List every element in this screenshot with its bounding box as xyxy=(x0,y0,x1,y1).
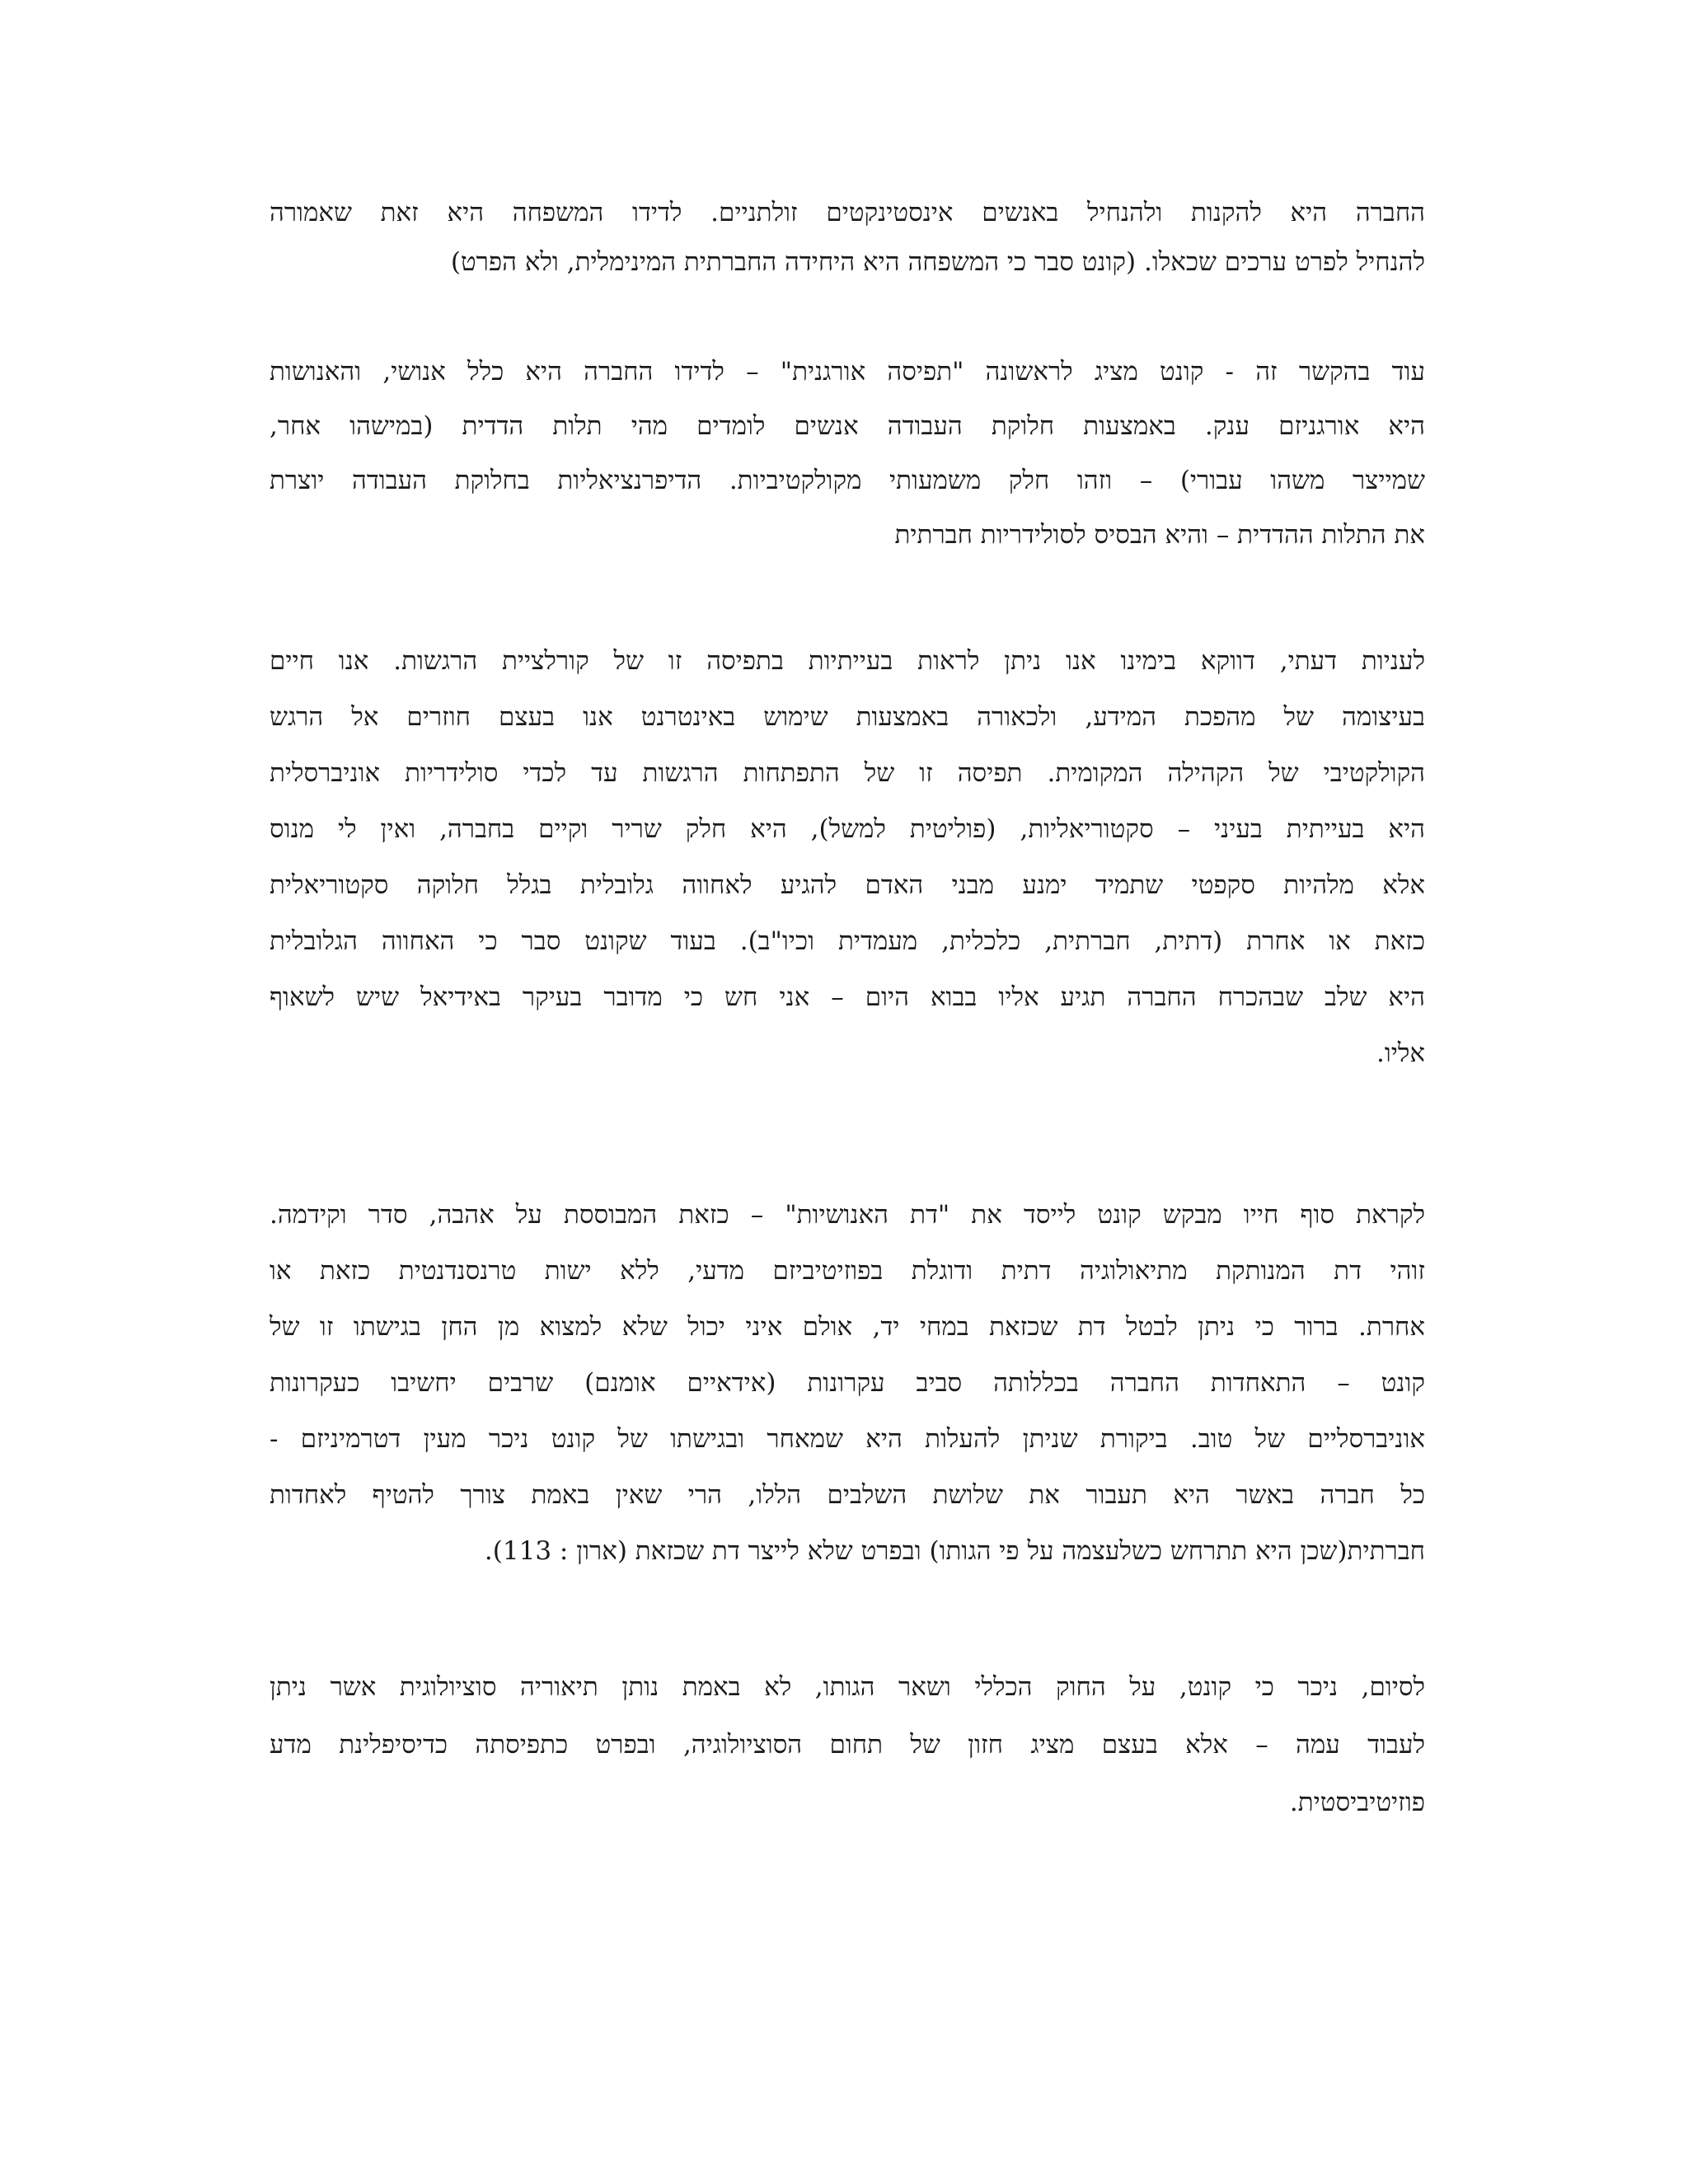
text-line: אליו. xyxy=(1376,1038,1425,1068)
text-line: החברה היא להקנות ולהנחיל באנשים אינסטינקטים זולתניים. לדידו המשפחה היא זאת שאמורה xyxy=(270,198,1425,227)
text-line: פוזיטיביסטית. xyxy=(1289,1788,1425,1817)
text-line: היא אורגניזם ענק. באמצעות חלוקת העבודה אנשים לומדים מהי תלות הדדית (במישהו אחר, xyxy=(270,411,1425,441)
text-line: לקראת סוף חייו מבקש קונט לייסד את "דת האנושיות" – כזאת המבוססת על אהבה, סדר וקידמה. xyxy=(270,1200,1425,1230)
paragraph-family-values xyxy=(270,188,1425,287)
text-line: חברתית(שכן היא תתרחש כשלעצמה על פי הגותו) ובפרט שלא לייצר דת שכזאת (ארון : 113). xyxy=(484,1536,1425,1566)
text-line: את התלות ההדדית – והיא הבסיס לסולידריות חברתית xyxy=(894,520,1425,550)
text-line: אחרת. ברור כי ניתן לבטל דת שכזאת במחי יד, אולם איני יכול שלא למצוא מן החן בגישתו זו של xyxy=(270,1312,1425,1342)
text-line: עוד בהקשר זה - קונט מציג לראשונה "תפיסה אורגנית" – לדידו החברה היא כלל אנושי, והאנושות xyxy=(270,357,1425,387)
text-line: קונט – התאחדות החברה בכללותה סביב עקרונות (אידאיים אומנם) שרבים יחשיבו כעקרונות xyxy=(270,1368,1425,1398)
text-line: היא שלב שבהכרח החברה תגיע אליו בבוא היום – אני חש כי מדובר בעיקר באידיאל שיש לשאוף xyxy=(270,982,1425,1012)
text-line: בעיצומה של מהפכת המידע, ולכאורה באמצעות שימוש באינטרנט אנו בעצם חוזרים אל הרגש xyxy=(270,702,1425,732)
text-line: הקולקטיבי של הקהילה המקומית. תפיסה זו של התפתחות הרגשות עד לכדי סולידריות אוניברסלית xyxy=(270,758,1425,788)
paragraph-religion-of-humanity xyxy=(270,1187,1425,1579)
text-line: לעבוד עמה – אלא בעצם מציג חזון של תחום הסוציולוגיה, ובפרט כתפיסתה כדיסיפלינת מדע xyxy=(270,1730,1425,1760)
text-line: היא בעייתית בעיני – סקטוריאליות, (פוליטית למשל), היא חלק שריר וקיים בחברה, ואין לי מנוס xyxy=(270,814,1425,844)
text-line: אלא מלהיות סקפטי שתמיד ימנע מבני האדם להגיע לאחווה גלובלית בגלל חלוקה סקטוריאלית xyxy=(270,870,1425,900)
text-line: לעניות דעתי, דווקא בימינו אנו ניתן לראות בעייתיות בתפיסה זו של קורלציית הרגשות. אנו חיים xyxy=(270,646,1425,676)
text-line: שמייצר משהו עבורי) – וזהו חלק משמעותי מקולקטיביות. הדיפרנציאליות בחלוקת העבודה יוצרת xyxy=(270,466,1425,495)
paragraph-organic-conception xyxy=(270,344,1425,562)
text-line: זוהי דת המנותקת מתיאולוגיה דתית ודוגלת בפוזיטיביזם מדעי, ללא ישות טרנסנדנטית כזאת או xyxy=(270,1256,1425,1286)
text-line: לסיום, ניכר כי קונט, על החוק הכללי ושאר הגותו, לא באמת נותן תיאוריה סוציולוגית אשר ניתן xyxy=(270,1672,1425,1702)
text-line: אוניברסליים של טוב. ביקורת שניתן להעלות היא שמאחר ובגישתו של קונט ניכר מעין דטרמיניזם - xyxy=(270,1424,1425,1454)
paragraph-author-opinion xyxy=(270,633,1425,1081)
paragraph-conclusion xyxy=(270,1658,1425,1831)
text-line: כל חברה באשר היא תעבור את שלושת השלבים הללו, הרי שאין באמת צורך להטיף לאחדות xyxy=(270,1480,1425,1510)
text-line: כזאת או אחרת (דתית, חברתית, כלכלית, מעמדית וכיו"ב). בעוד שקונט סבר כי האחווה הגלובלית xyxy=(270,926,1425,956)
text-line: להנחיל לפרט ערכים שכאלו. (קונט סבר כי המשפחה היא היחידה החברתית המינימלית, ולא הפרט) xyxy=(450,247,1425,277)
